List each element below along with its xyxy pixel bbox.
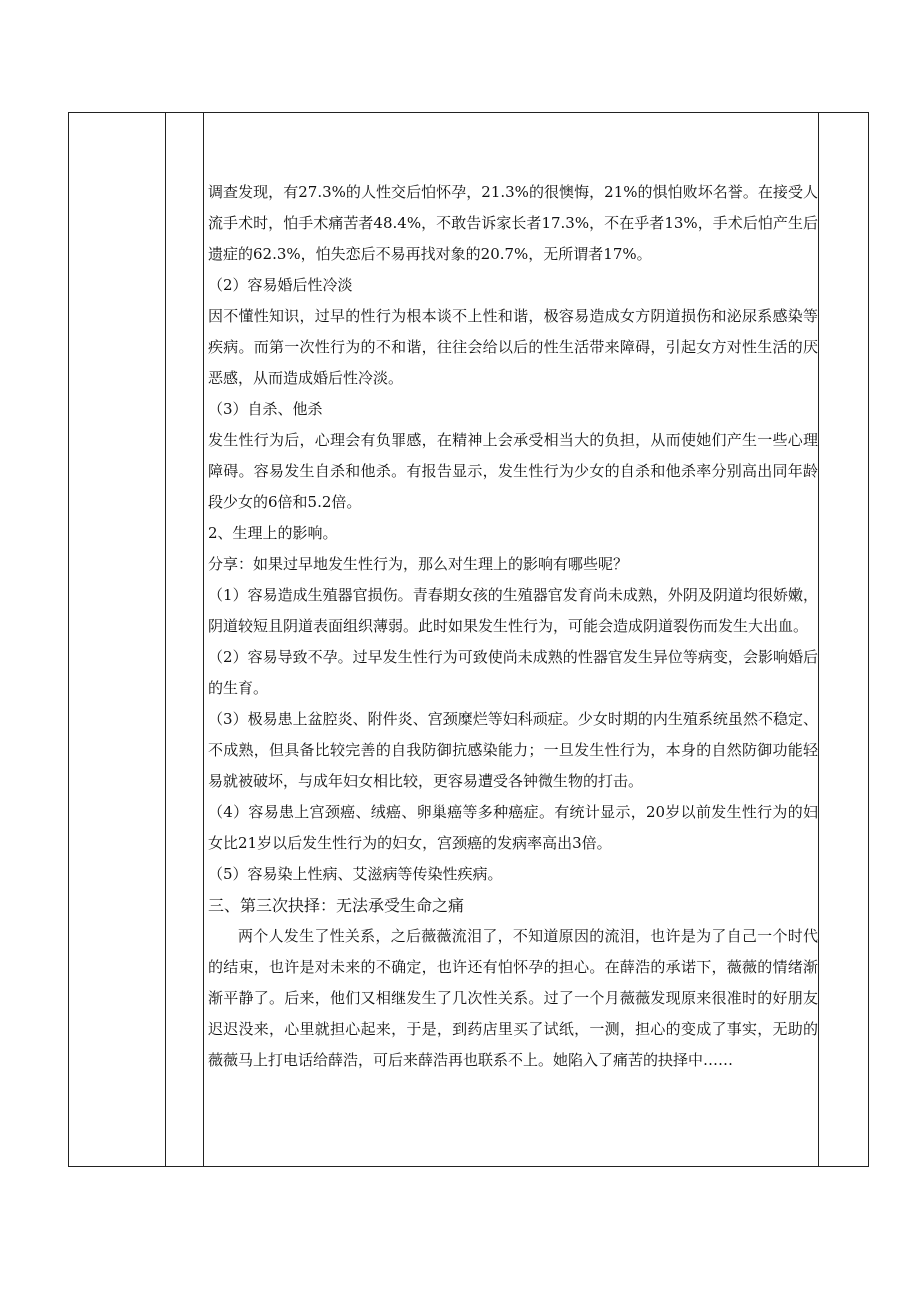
lesson-table (68, 112, 869, 1167)
subheading-frigidity: （2）容易婚后性冷淡 (208, 276, 353, 294)
table-row (69, 113, 869, 1167)
narrow-column-cell (166, 113, 204, 1167)
share-question: 分享：如果过早地发生性行为，那么对生理上的影响有哪些呢？ (208, 555, 629, 573)
right-column-cell (819, 113, 869, 1167)
content-cell (204, 113, 819, 1167)
point-3: （3）极易患上盆腔炎、附件炎、宫颈糜烂等妇科顽症。少女时期的内生殖系统虽然不稳定、不成熟，但具备比较完善的自我防御抗感染能力；一旦发生性行为，本身的自然防御功能轻易就被破坏，与成年妇女相比较，更容易遭受各钟微生物的打击。 (208, 710, 818, 790)
story-paragraph: 两个人发生了性关系，之后薇薇流泪了，不知道原因的流泪，也许是为了自己一个时代的结束，也许是对未来的不确定，也许还有怕怀孕的担心。在薛浩的承诺下，薇薇的情绪渐渐平静了。后来，他们又相继发生了几次性关系。过了一个月薇薇发现原来很准时的好朋友迟迟没来，心里就担心起来，于是，到药店里买了试纸，一测，担心的变成了事实，无助的薇薇马上打电话给薛浩，可后来薛浩再也联系不上。她陷入了痛苦的抉择中…… (208, 927, 818, 1069)
body-text (204, 113, 818, 1076)
section-physiological: 2、生理上的影响。 (208, 524, 338, 542)
point-2: （2）容易导致不孕。过早发生性行为可致使尚未成熟的性器官发生异位等病变，会影响婚后的生育。 (208, 648, 818, 697)
point-5: （5）容易染上性病、艾滋病等传染性疾病。 (208, 865, 503, 883)
suicide-paragraph: 发生性行为后，心理会有负罪感，在精神上会承受相当大的负担，从而使她们产生一些心理障碍。容易发生自杀和他杀。有报告显示，发生性行为少女的自杀和他杀率分别高出同年龄段少女的6倍和5.2倍。 (208, 431, 818, 511)
survey-paragraph: 调查发现，有27.3%的人性交后怕怀孕，21.3%的很懊悔，21%的惧怕败坏名誉。在接受人流手术时，怕手术痛苦者48.4%，不敢告诉家长者17.3%，不在乎者13%，手术后怕产生后遗症的62.3%，怕失恋后不易再找对象的20.7%，无所谓者17%。 (208, 183, 818, 263)
left-column-cell (69, 113, 166, 1167)
section-third-choice: 三、第三次抉择：无法承受生命之痛 (208, 896, 465, 915)
point-4: （4）容易患上宫颈癌、绒癌、卵巢癌等多种癌症。有统计显示，20岁以前发生性行为的妇女比21岁以后发生性行为的妇女，宫颈癌的发病率高出3倍。 (208, 803, 818, 852)
frigidity-paragraph: 因不懂性知识，过早的性行为根本谈不上性和谐，极容易造成女方阴道损伤和泌尿系感染等疾病。而第一次性行为的不和谐，往往会给以后的性生活带来障碍，引起女方对性生活的厌恶感，从而造成婚后性冷淡。 (208, 307, 818, 387)
subheading-suicide: （3）自杀、他杀 (208, 400, 323, 418)
point-1: （1）容易造成生殖器官损伤。青春期女孩的生殖器官发育尚未成熟，外阴及阴道均很娇嫩，阴道较短且阴道表面组织薄弱。此时如果发生性行为，可能会造成阴道裂伤而发生大出血。 (208, 586, 818, 635)
